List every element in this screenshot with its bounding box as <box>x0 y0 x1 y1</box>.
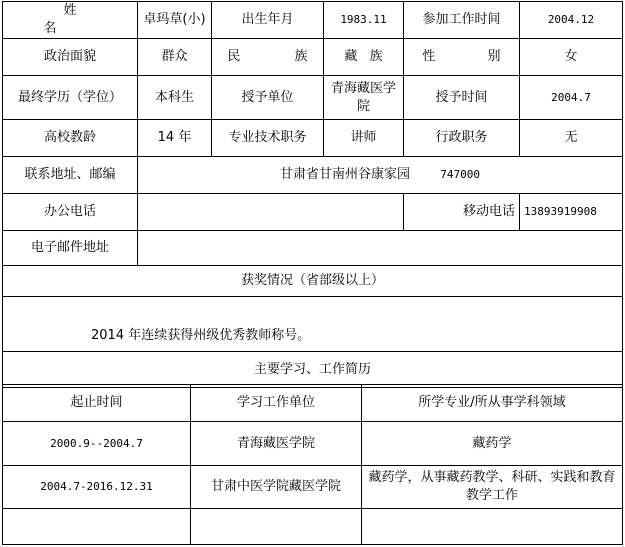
row-time <box>3 509 191 545</box>
office-phone-label: 办公电话 <box>3 194 138 231</box>
work-start-label: 参加工作时间 <box>404 2 520 39</box>
office-phone-value <box>138 194 404 231</box>
gender-value: 女 <box>520 39 623 76</box>
education-label: 最终学历（学位） <box>3 76 138 120</box>
resume-history-table <box>2 384 623 545</box>
postcode-text: 747000 <box>440 168 480 181</box>
work-start-value: 2004.12 <box>520 2 623 39</box>
row-unit: 甘肃中医学院藏医学院 <box>191 466 362 509</box>
name-label: 姓 名 <box>3 2 138 39</box>
row-field <box>362 509 623 545</box>
teaching-age-value: 14 年 <box>138 120 212 157</box>
gender-label: 性 别 <box>404 39 520 76</box>
col-field-header: 所学专业/所从事学科领域 <box>362 385 623 422</box>
row-field: 藏药学，从事藏药教学、科研、实践和教育教学工作 <box>362 466 623 509</box>
name-value: 卓玛草(小) <box>138 2 212 39</box>
politics-value: 群众 <box>138 39 212 76</box>
grant-time-value: 2004.7 <box>520 76 623 120</box>
grant-unit-label: 授予单位 <box>212 76 324 120</box>
row-field: 藏药学 <box>362 422 623 466</box>
address-value <box>138 157 623 194</box>
politics-label: 政治面貌 <box>3 39 138 76</box>
email-label: 电子邮件地址 <box>3 231 138 266</box>
awards-header: 获奖情况（省部级以上） <box>3 266 623 297</box>
grant-unit-value: 青海藏医学院 <box>324 76 404 120</box>
table-row <box>3 466 623 509</box>
col-time-header: 起止时间 <box>3 385 191 422</box>
education-value: 本科生 <box>138 76 212 120</box>
birth-value: 1983.11 <box>324 2 404 39</box>
admin-value: 无 <box>520 120 623 157</box>
email-value <box>138 231 623 266</box>
title-label: 专业技术职务 <box>212 120 324 157</box>
row-time: 2000.9--2004.7 <box>3 422 191 466</box>
table-row <box>3 422 623 466</box>
birth-label: 出生年月 <box>212 2 324 39</box>
awards-content: 2014 年连续获得州级优秀教师称号。 <box>3 297 623 352</box>
title-value: 讲师 <box>324 120 404 157</box>
teaching-age-label: 高校教龄 <box>3 120 138 157</box>
resume-header: 主要学习、工作简历 <box>3 352 623 388</box>
admin-label: 行政职务 <box>404 120 520 157</box>
row-unit: 青海藏医学院 <box>191 422 362 466</box>
table-row <box>3 509 623 545</box>
mobile-label: 移动电话 <box>404 194 520 231</box>
grant-time-label: 授予时间 <box>404 76 520 120</box>
resume-form-table <box>2 1 623 388</box>
col-unit-header: 学习工作单位 <box>191 385 362 422</box>
address-label: 联系地址、邮编 <box>3 157 138 194</box>
address-text: 甘肃省甘南州谷康家园 <box>280 167 411 182</box>
row-unit <box>191 509 362 545</box>
ethnicity-label: 民 族 <box>212 39 324 76</box>
ethnicity-value: 藏 族 <box>324 39 404 76</box>
mobile-value: 13893919908 <box>520 194 623 231</box>
row-time: 2004.7-2016.12.31 <box>3 466 191 509</box>
